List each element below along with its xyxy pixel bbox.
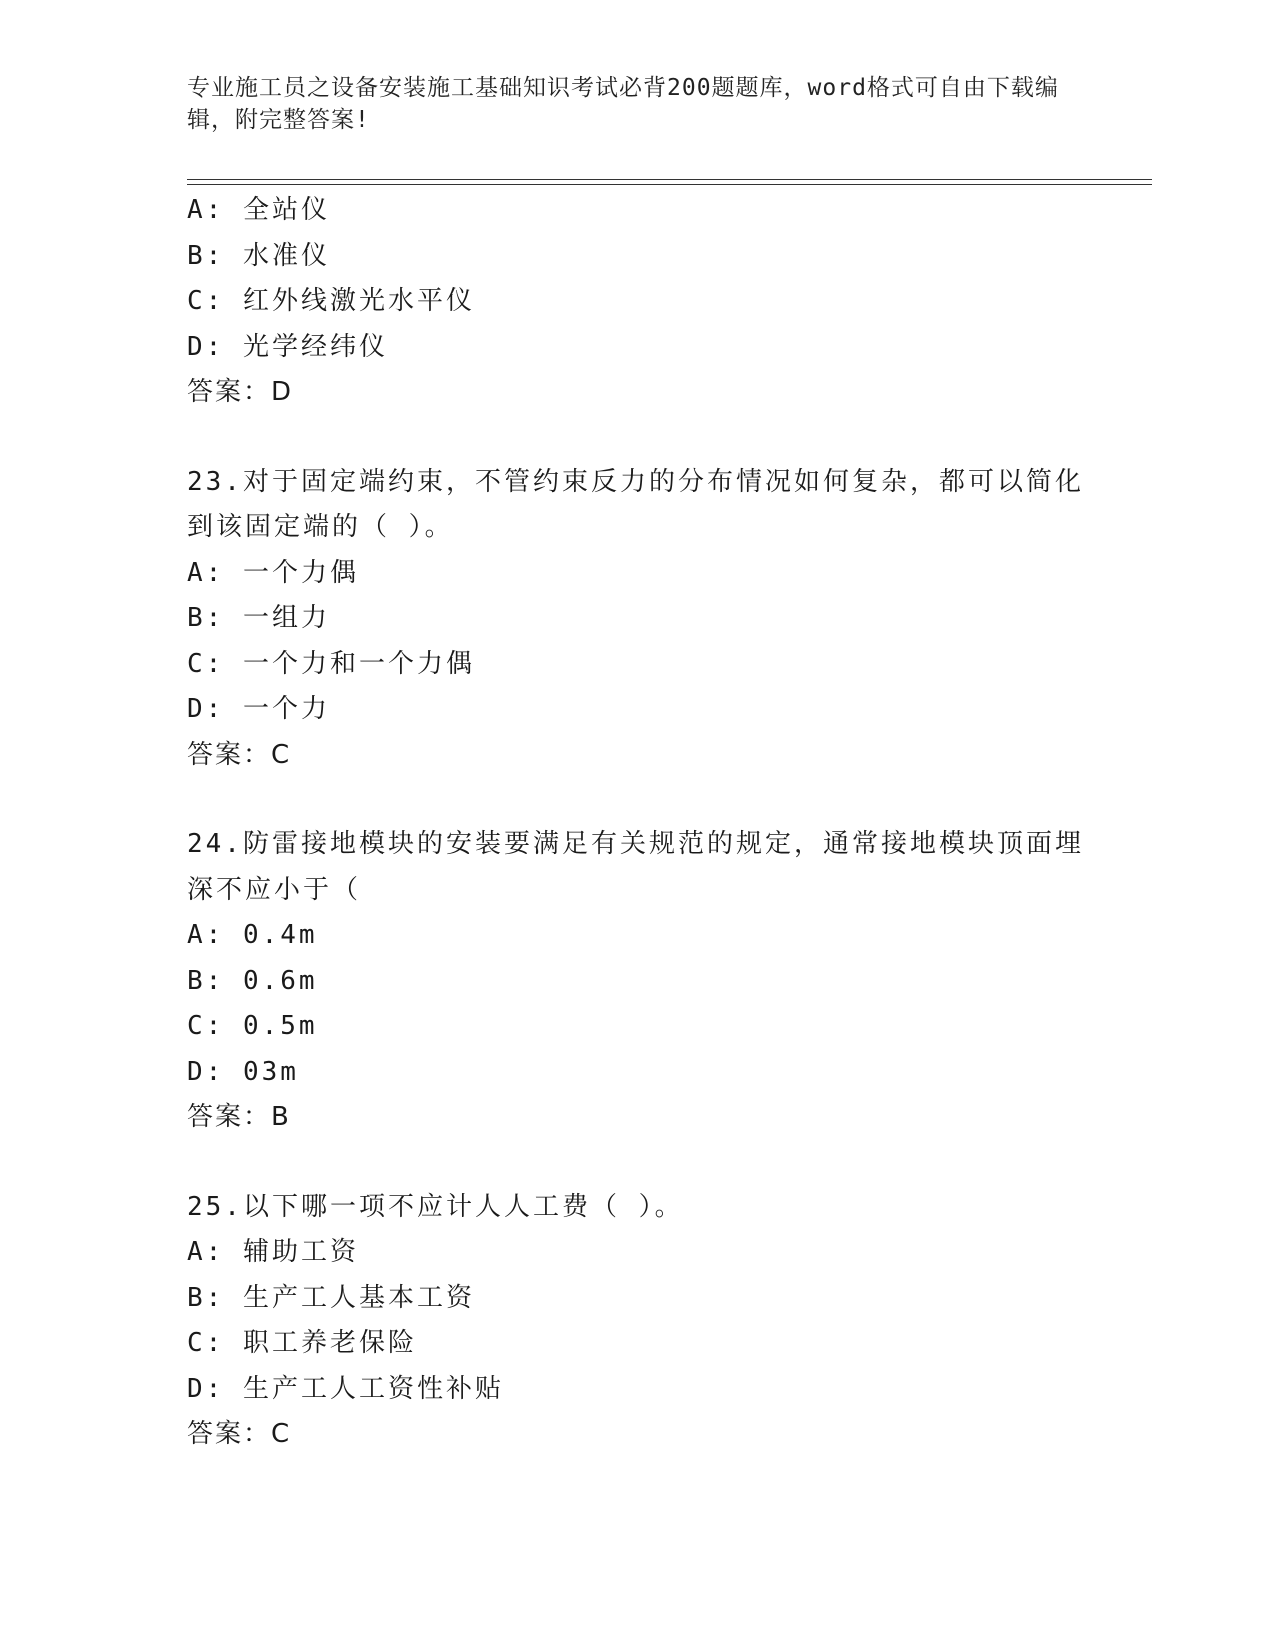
option-c: C: 一个力和一个力偶 xyxy=(187,648,475,679)
answer: 答案：D xyxy=(187,377,294,407)
option-a: A: 一个力偶 xyxy=(187,557,359,588)
option-b: B: 0.6m xyxy=(187,965,318,996)
question-text: 深不应小于（ xyxy=(187,874,362,905)
question-text: 到该固定端的（ ）。 xyxy=(187,512,454,542)
option-d: D: 03m xyxy=(187,1056,299,1087)
header-rule-top xyxy=(187,179,1152,180)
option-c: C: 0.5m xyxy=(187,1011,318,1041)
option-a: A: 辅助工资 xyxy=(187,1237,359,1267)
answer: 答案：C xyxy=(187,1419,292,1449)
answer: 答案：C xyxy=(187,739,292,770)
option-c: C: 红外线激光水平仪 xyxy=(187,286,475,316)
option-d: D: 生产工人工资性补贴 xyxy=(187,1373,504,1404)
option-c: C: 职工养老保险 xyxy=(187,1328,417,1358)
answer: 答案：B xyxy=(187,1102,291,1132)
question-content xyxy=(187,188,1097,1458)
option-a: A: 0.4m xyxy=(187,920,318,950)
option-b: B: 生产工人基本工资 xyxy=(187,1282,475,1313)
header-rule-bottom xyxy=(187,184,1152,185)
option-d: D: 光学经纬仪 xyxy=(187,331,388,362)
question-text: 25.以下哪一项不应计人人工费（ ）。 xyxy=(187,1191,684,1222)
option-d: D: 一个力 xyxy=(187,694,330,724)
option-b: B: 一组力 xyxy=(187,603,330,633)
question-text: 23.对于固定端约束，不管约束反力的分布情况如何复杂，都可以简化 xyxy=(187,466,1084,497)
option-b: B: 水准仪 xyxy=(187,240,330,271)
document-header: 专业施工员之设备安装施工基础知识考试必背200题题库，word格式可自由下载编辑，附完整答案! xyxy=(187,75,1059,133)
question-text: 24.防雷接地模块的安装要满足有关规范的规定，通常接地模块顶面埋 xyxy=(187,829,1084,859)
option-a: A: 全站仪 xyxy=(187,195,330,225)
